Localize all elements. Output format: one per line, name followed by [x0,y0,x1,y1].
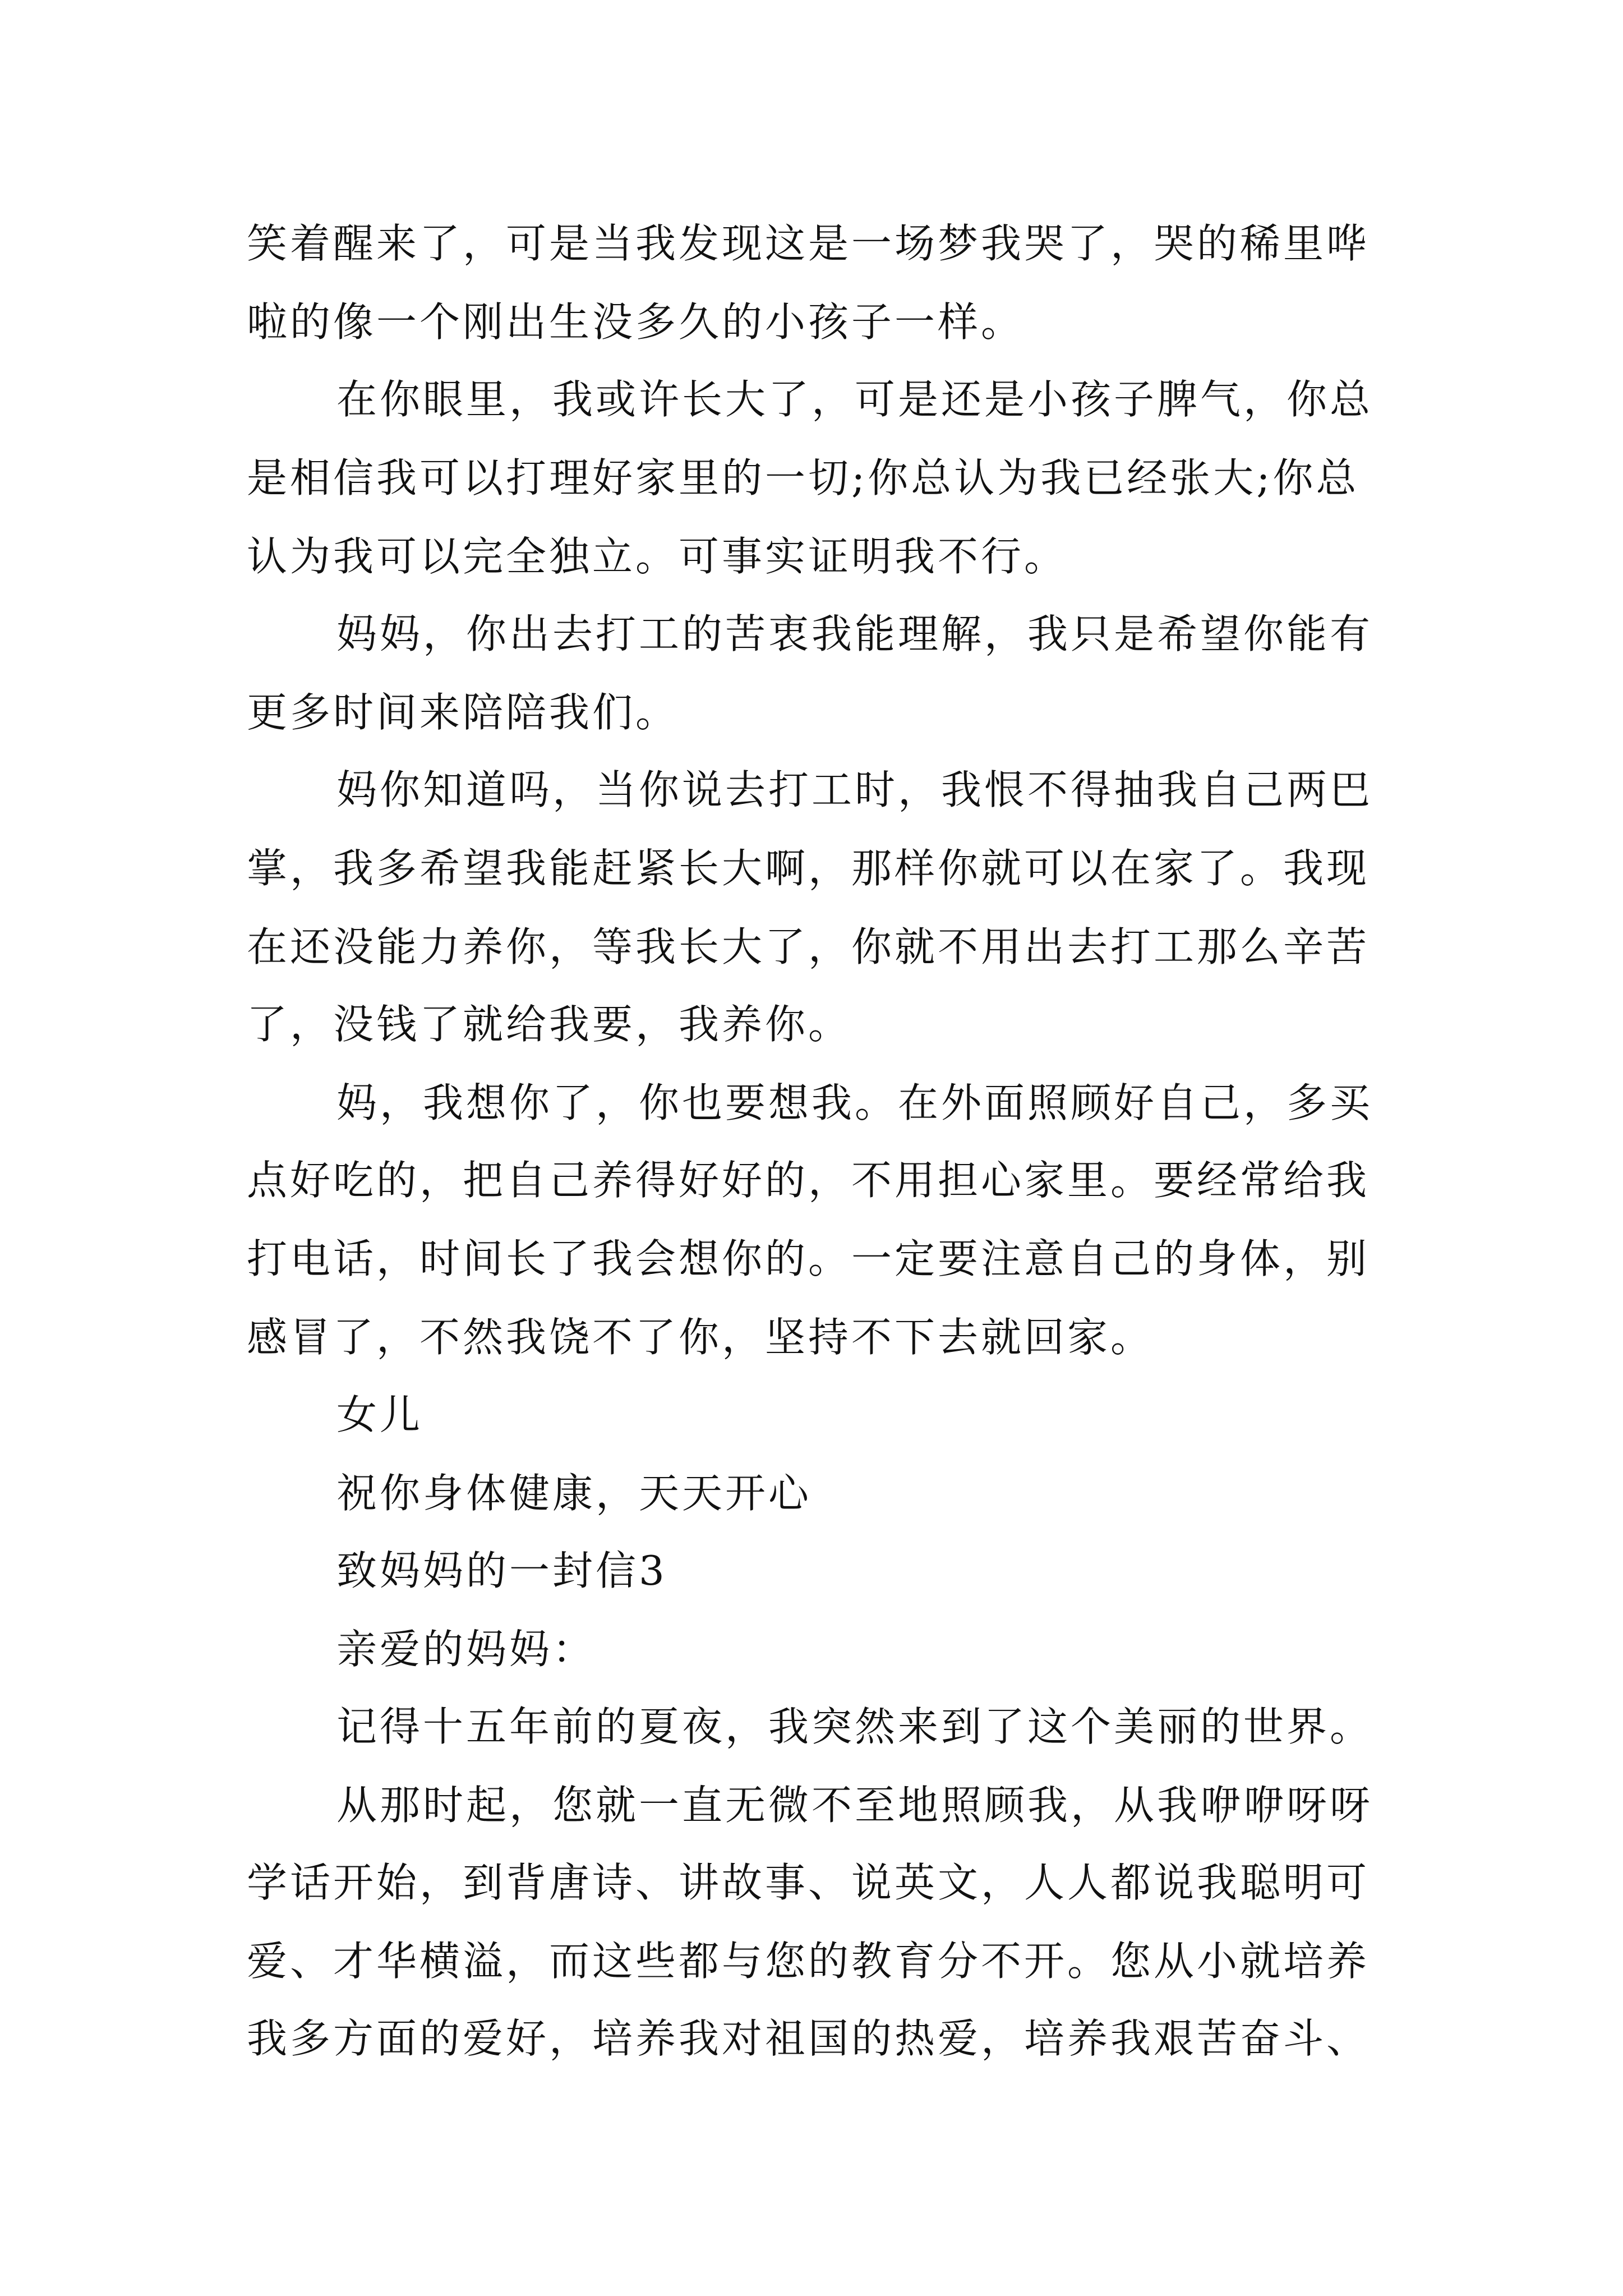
paragraph-first-line: 从那时起，您就一直无微不至地照顾我，从我咿咿呀呀 [336,1782,1373,1829]
text-line: 在还没能力养你，等我长大了，你就不用出去打工那么辛苦 [247,923,1370,970]
signature-line: 女儿 [336,1391,423,1438]
text-line: 我多方面的爱好，培养我对祖国的热爱，培养我艰苦奋斗、 [247,2015,1370,2062]
text-line: 啦的像一个刚出生没多久的小孩子一样。 [247,298,1025,346]
text-line: 认为我可以完全独立。可事实证明我不行。 [247,533,1068,580]
text-line: 了，没钱了就给我要，我养你。 [247,1001,852,1048]
section-title: 致妈妈的一封信3 [336,1547,667,1594]
text-line: 打电话，时间长了我会想你的。一定要注意自己的身体，别 [247,1235,1370,1282]
paragraph-first-line: 妈妈，你出去打工的苦衷我能理解，我只是希望你能有 [336,610,1373,657]
text-line: 笑着醒来了，可是当我发现这是一场梦我哭了，哭的稀里哗 [247,220,1370,267]
text-line: 爱、才华横溢，而这些都与您的教育分不开。您从小就培养 [247,1938,1370,1985]
paragraph-first-line: 在你眼里，我或许长大了，可是还是小孩子脾气，你总 [336,376,1373,423]
salutation: 亲爱的妈妈： [336,1626,596,1673]
paragraph-first-line: 妈，我想你了，你也要想我。在外面照顾好自己，多买 [336,1079,1373,1126]
paragraph-first-line: 记得十五年前的夏夜，我突然来到了这个美丽的世界。 [336,1703,1373,1750]
text-line: 更多时间来陪陪我们。 [247,689,679,736]
text-line: 掌，我多希望我能赶紧长大啊，那样你就可以在家了。我现 [247,845,1370,892]
text-line: 是相信我可以打理好家里的一切;你总认为我已经张大;你总 [247,454,1359,501]
closing-wish: 祝你身体健康，天天开心 [336,1470,812,1517]
text-line: 感冒了，不然我饶不了你，坚持不下去就回家。 [247,1314,1154,1361]
paragraph-first-line: 妈你知道吗，当你说去打工时，我恨不得抽我自己两巴 [336,766,1373,813]
text-line: 学话开始，到背唐诗、讲故事、说英文，人人都说我聪明可 [247,1859,1370,1906]
text-line: 点好吃的，把自己养得好好的，不用担心家里。要经常给我 [247,1157,1370,1204]
